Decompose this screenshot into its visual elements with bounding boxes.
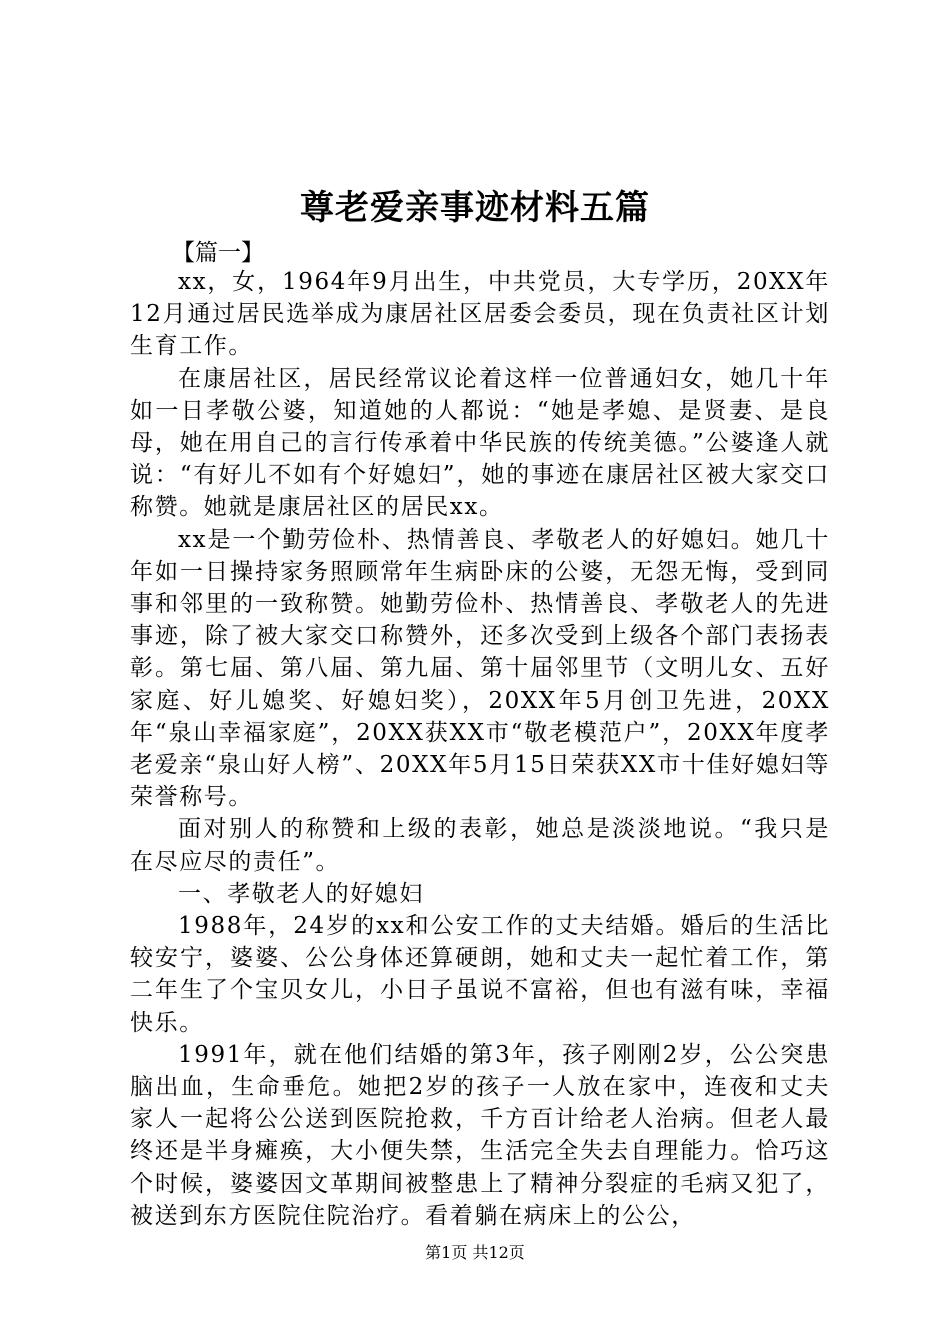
- paragraph: 1991年，就在他们结婚的第3年，孩子刚刚2岁，公公突患脑出血，生命垂危。她把2岁的孩子一人放在家中，连夜和丈夫家人一起将公公送到医院抢救，千方百计给老人治病。但老人最终还是半身瘫痪，大小便失禁，生活完全失去自理能力。恰巧这个时候，婆婆因文革期间被整患上了精神分裂症的毛病又犯了，被送到东方医院住院治疗。看着躺在病床上的公公，: [130, 1041, 830, 1229]
- paragraph: xx，女，1964年9月出生，中共党员，大专学历，20XX年12月通过居民选举成为康居社区居委会委员，现在负责社区计划生育工作。: [130, 269, 830, 360]
- page-footer: 第1页 共12页: [425, 1243, 525, 1262]
- subheading: 一、孝敬老人的好媳妇: [178, 880, 424, 907]
- paragraph: 面对别人的称赞和上级的表彰，她总是淡淡地说。“我只是在尽应尽的责任”。: [130, 816, 830, 875]
- section-heading: 【篇一】: [172, 240, 264, 266]
- paragraph: 在康居社区，居民经常议论着这样一位普通妇女，她几十年如一日孝敬公婆，知道她的人都说：“她是孝媳、是贤妻、是良母，她在用自己的言行传承着中华民族的传统美德。”公婆逢人就说：“有好儿不如有个好媳妇”，她的事迹在康居社区被大家交口称赞。她就是康居社区的居民xx。: [130, 365, 830, 521]
- paragraph: xx是一个勤劳俭朴、热情善良、孝敬老人的好媳妇。她几十年如一日操持家务照顾常年生病卧床的公婆，无怨无悔，受到同事和邻里的一致称赞。她勤劳俭朴、热情善良、孝敬老人的先进事迹，除了被大家交口称赞外，还多次受到上级各个部门表扬表彰。第七届、第八届、第九届、第十届邻里节（文明儿女、五好家庭、好儿媳奖、好媳妇奖），20XX年5月创卫先进，20XX年“泉山幸福家庭”，20XX获XX市“敬老模范户”，20XX年度孝老爱亲“泉山好人榜”、20XX年5月15日荣获XX市十佳好媳妇等荣誉称号。: [130, 526, 830, 811]
- document-title: 尊老爱亲事迹材料五篇: [300, 188, 650, 228]
- paragraph: 1988年，24岁的xx和公安工作的丈夫结婚。婚后的生活比较安宁，婆婆、公公身体还算硬朗，她和丈夫一起忙着工作，第二年生了个宝贝女儿，小日子虽说不富裕，但也有滋有味，幸福快乐。: [130, 913, 830, 1036]
- document-body: [130, 266, 830, 1232]
